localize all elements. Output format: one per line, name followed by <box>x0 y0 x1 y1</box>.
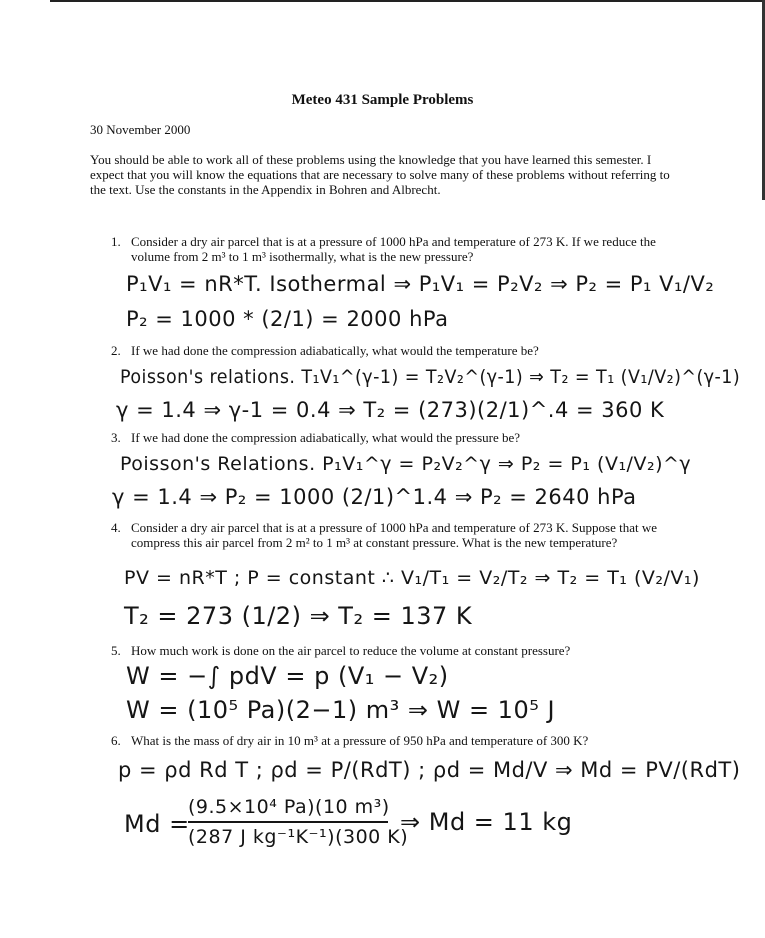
handwritten-fraction-denominator: (287 J kg⁻¹K⁻¹)(300 K) <box>188 826 409 848</box>
handwritten-answer-result: ⇒ Md = 11 kg <box>400 808 573 836</box>
page-date: 30 November 2000 <box>90 122 191 137</box>
problem-question: If we had done the compression adiabatically, what would the pressure be? <box>131 430 521 445</box>
scan-border-top <box>50 0 765 2</box>
handwritten-answer-line: γ = 1.4 ⇒ P₂ = 1000 (2/1)^1.4 ⇒ P₂ = 2640 hPa <box>112 485 637 509</box>
handwritten-answer-line: p = ρd Rd T ; ρd = P/(RdT) ; ρd = Md/V ⇒ Md = PV/(RdT) <box>118 758 741 782</box>
problem-number: 4. <box>111 520 121 535</box>
page-title: Meteo 431 Sample Problems <box>291 92 474 108</box>
handwritten-answer-line: P₂ = 1000 * (2/1) = 2000 hPa <box>126 307 449 331</box>
problem-2 <box>111 343 681 358</box>
problem-1 <box>111 234 681 264</box>
problem-question: Consider a dry air parcel that is at a pressure of 1000 hPa and temperature of 273 K. If we reduce the volume from 2 m³ to 1 m³ isothermally, what is the new pressure? <box>131 234 656 264</box>
handwritten-answer-line: T₂ = 273 (1/2) ⇒ T₂ = 137 K <box>124 602 473 630</box>
handwritten-answer-line: Poisson's Relations. P₁V₁^γ = P₂V₂^γ ⇒ P₂ = P₁ (V₁/V₂)^γ <box>120 453 692 475</box>
handwritten-fraction-numerator: (9.5×10⁴ Pa)(10 m³) <box>188 796 390 818</box>
handwritten-answer-line: W = (10⁵ Pa)(2−1) m³ ⇒ W = 10⁵ J <box>126 696 556 724</box>
problem-6 <box>111 733 691 748</box>
problem-question: If we had done the compression adiabatically, what would the temperature be? <box>131 343 539 358</box>
problem-question: What is the mass of dry air in 10 m³ at a pressure of 950 hPa and temperature of 300 K? <box>131 733 589 748</box>
intro-paragraph: You should be able to work all of these problems using the knowledge that you have learned this semester. I expect that you will know the equations that are necessary to solve many of these problems without referring to the text. Use the constants in the Appendix in Bohren and Albrecht. <box>90 152 670 197</box>
handwritten-answer-line: P₁V₁ = nR*T. Isothermal ⇒ P₁V₁ = P₂V₂ ⇒ P₂ = P₁ V₁/V₂ <box>126 272 715 296</box>
problem-number: 6. <box>111 733 121 748</box>
problem-question: Consider a dry air parcel that is at a pressure of 1000 hPa and temperature of 273 K. Suppose that we compress this air parcel from 2 m² to 1 m³ at constant pressure. What is the new temperature? <box>131 520 657 550</box>
problem-4 <box>111 520 681 550</box>
fraction-bar <box>188 821 388 823</box>
handwritten-answer-line: γ = 1.4 ⇒ γ-1 = 0.4 ⇒ T₂ = (273)(2/1)^.4 = 360 K <box>116 398 665 422</box>
handwritten-answer-label: Md = <box>124 810 190 838</box>
handwritten-answer-line: PV = nR*T ; P = constant ∴ V₁/T₁ = V₂/T₂ ⇒ T₂ = T₁ (V₂/V₁) <box>124 567 700 589</box>
problem-number: 2. <box>111 343 121 358</box>
problem-number: 5. <box>111 643 121 658</box>
handwritten-answer-line: W = −∫ pdV = p (V₁ − V₂) <box>126 662 449 690</box>
problem-number: 1. <box>111 234 121 249</box>
problem-question: How much work is done on the air parcel to reduce the volume at constant pressure? <box>131 643 571 658</box>
handwritten-answer-line: Poisson's relations. T₁V₁^(γ-1) = T₂V₂^(γ-1) ⇒ T₂ = T₁ (V₁/V₂)^(γ-1) <box>120 366 741 388</box>
problem-number: 3. <box>111 430 121 445</box>
problem-5 <box>111 643 681 658</box>
problem-3 <box>111 430 681 445</box>
